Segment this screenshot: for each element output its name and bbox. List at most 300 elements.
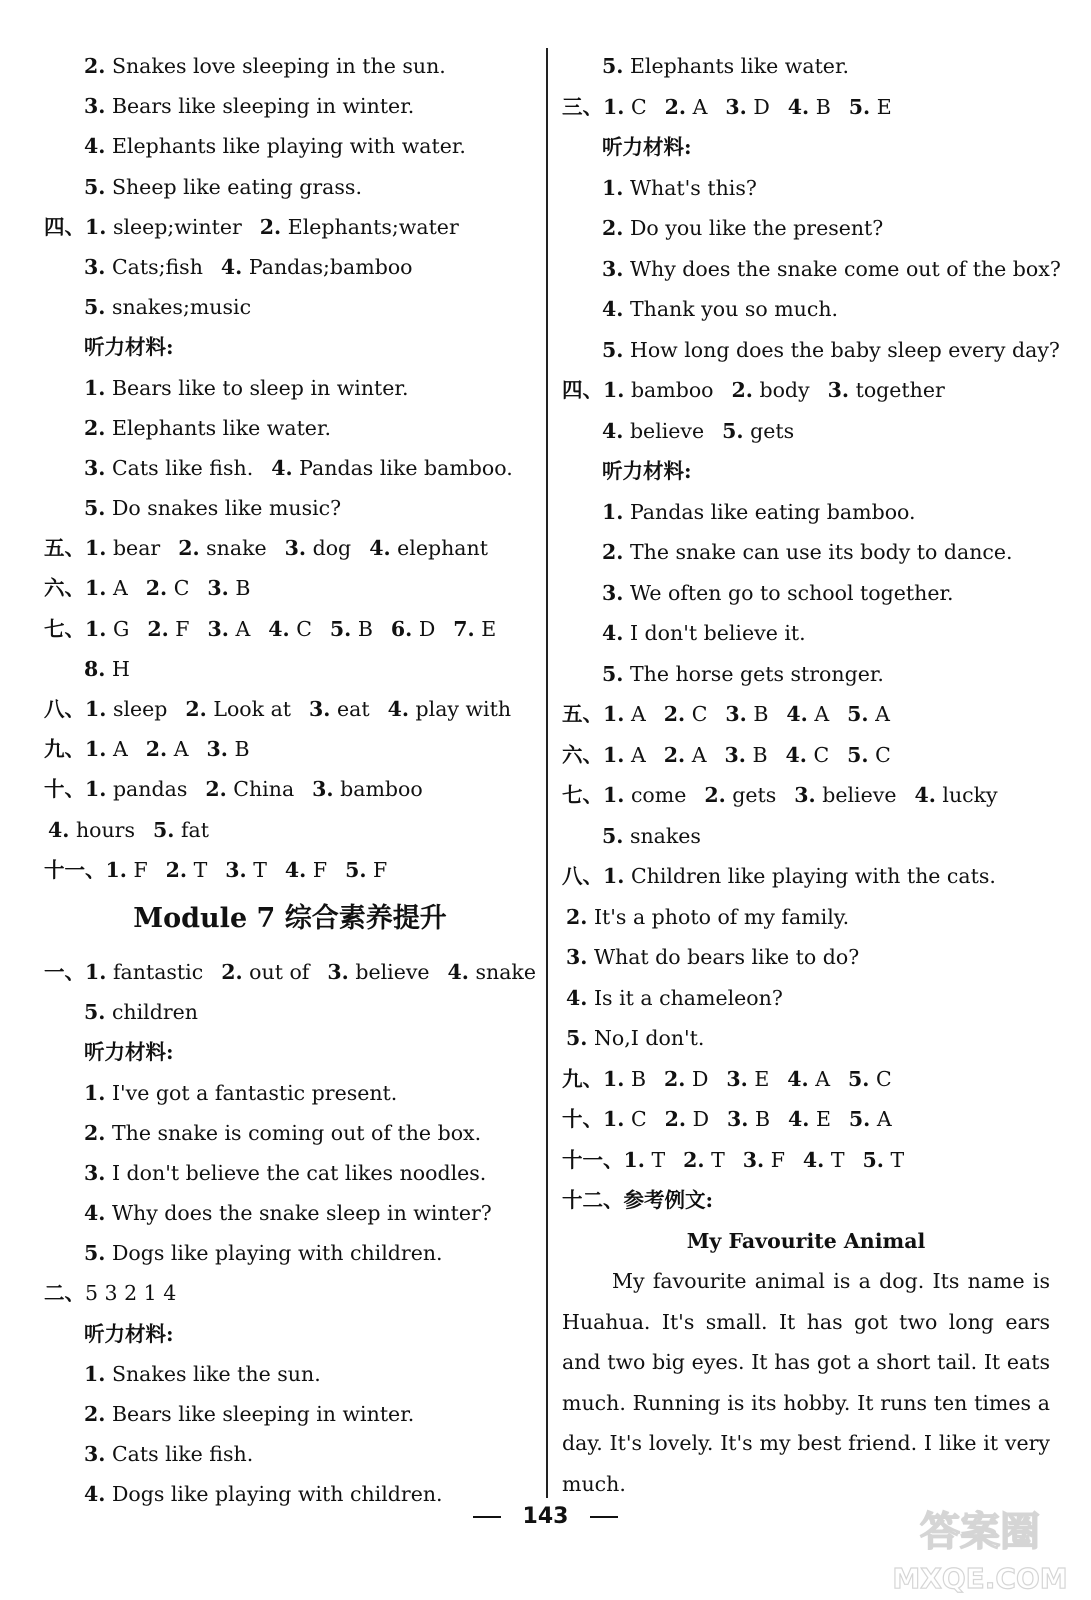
item-text: Snakes like the sun. bbox=[111, 1361, 321, 1386]
answer-item bbox=[178, 536, 266, 560]
item-text: Dogs like playing with children. bbox=[111, 1482, 443, 1507]
answer-item bbox=[327, 960, 429, 984]
item-number: 1. bbox=[85, 959, 107, 984]
item-text: Children like playing with the cats. bbox=[630, 864, 996, 888]
answer-item bbox=[704, 783, 776, 807]
answer-item bbox=[84, 1081, 397, 1105]
item-number: 4. bbox=[271, 455, 293, 480]
item-text: dog bbox=[312, 536, 352, 561]
item-number: 1. bbox=[85, 576, 107, 601]
answer-item bbox=[664, 702, 708, 726]
item-text: A bbox=[112, 737, 128, 762]
item-number: 5. bbox=[84, 295, 106, 320]
item-number: 1. bbox=[85, 616, 107, 641]
item-number: 4. bbox=[602, 621, 624, 645]
answer-item bbox=[48, 818, 135, 842]
answer-item bbox=[207, 576, 250, 600]
answer-item bbox=[285, 858, 327, 882]
item-text: Thank you so much. bbox=[629, 297, 839, 321]
item-number: 1. bbox=[603, 1066, 625, 1091]
answer-line bbox=[562, 694, 1050, 735]
item-text: sleep bbox=[112, 697, 168, 721]
item-number: 5. bbox=[84, 174, 106, 199]
item-text: How long does the baby sleep every day? bbox=[629, 337, 1060, 362]
answer-line bbox=[562, 451, 1050, 492]
answer-item bbox=[85, 617, 129, 641]
answer-item bbox=[85, 737, 128, 761]
item-text: A bbox=[630, 742, 646, 767]
item-text: T bbox=[890, 1147, 905, 1172]
item-number: 3. bbox=[284, 536, 307, 561]
answer-item bbox=[147, 617, 189, 641]
answer-item bbox=[566, 945, 859, 969]
section-number: 四、 bbox=[562, 378, 603, 402]
section-number: 八、 bbox=[562, 864, 603, 888]
answer-line bbox=[44, 368, 536, 408]
item-text: F bbox=[312, 857, 328, 882]
item-text: eat bbox=[336, 697, 370, 721]
item-text: No,I don't. bbox=[593, 1026, 705, 1050]
item-number: 1. bbox=[84, 375, 106, 400]
section-number: 十、 bbox=[44, 777, 85, 802]
item-number: 4. bbox=[84, 134, 106, 159]
answer-item bbox=[848, 1067, 892, 1091]
answer-line bbox=[562, 1140, 1050, 1181]
item-text: The snake is coming out of the box. bbox=[111, 1120, 482, 1145]
answer-item bbox=[787, 1067, 830, 1091]
answer-line bbox=[562, 127, 1050, 168]
item-text: B bbox=[235, 576, 251, 601]
item-text: B bbox=[753, 702, 769, 726]
answer-item bbox=[84, 1442, 253, 1466]
item-text: D bbox=[692, 1107, 709, 1131]
answer-line bbox=[562, 654, 1050, 695]
answer-item bbox=[664, 1067, 708, 1091]
essay-body: My favourite animal is a dog. Its name is Huahua. It's small. It has got two long ears and two big eyes. It has got a short tail. It eats much. Running is its hobby. It runs ten times a day. It's lovely. It's my best friend. I like it very much. bbox=[562, 1269, 1050, 1496]
item-text: B bbox=[754, 1107, 771, 1131]
section-number: 一、 bbox=[44, 959, 85, 984]
answer-item bbox=[84, 54, 446, 78]
answer-line bbox=[562, 937, 1050, 978]
item-number: 1. bbox=[603, 378, 625, 402]
item-number: 5. bbox=[84, 1000, 106, 1025]
answer-item bbox=[603, 1107, 647, 1131]
answer-item bbox=[84, 1241, 443, 1265]
answer-line bbox=[44, 769, 536, 809]
item-number: 1. bbox=[603, 702, 625, 726]
item-number: 4. bbox=[84, 1482, 106, 1507]
item-text: play with bbox=[415, 697, 512, 721]
item-number: 2. bbox=[84, 415, 106, 440]
item-text: bear bbox=[112, 536, 161, 561]
answer-line bbox=[562, 330, 1060, 371]
item-text: B bbox=[357, 616, 373, 641]
item-text: The snake can use its body to dance. bbox=[629, 540, 1013, 564]
answer-item bbox=[602, 500, 916, 524]
answer-item bbox=[726, 1067, 769, 1091]
answer-item bbox=[345, 858, 387, 882]
answer-item bbox=[84, 657, 130, 681]
item-text: C bbox=[173, 576, 190, 601]
item-number: 1. bbox=[603, 783, 625, 807]
answer-line bbox=[44, 850, 536, 890]
item-number: 4. bbox=[387, 697, 409, 721]
item-text: snakes;music bbox=[111, 295, 252, 320]
answer-item bbox=[84, 94, 414, 118]
item-text: Bears like to sleep in winter. bbox=[111, 375, 409, 400]
item-text: H bbox=[111, 656, 130, 681]
item-text: T bbox=[651, 1147, 666, 1172]
answer-item bbox=[602, 176, 757, 200]
item-number: 3. bbox=[225, 857, 247, 882]
item-number: 2. bbox=[566, 904, 588, 929]
answer-item bbox=[84, 295, 251, 319]
answer-line bbox=[44, 810, 536, 850]
item-text: snakes bbox=[629, 823, 701, 848]
answer-line bbox=[562, 532, 1050, 573]
answer-item bbox=[84, 1000, 198, 1024]
item-text: bamboo bbox=[630, 378, 714, 402]
answer-item bbox=[788, 95, 831, 119]
item-text: fat bbox=[180, 817, 210, 842]
item-text: A bbox=[815, 1066, 831, 1091]
item-number: 5. bbox=[862, 1147, 884, 1172]
answer-line bbox=[44, 992, 536, 1032]
section-heading: 听力材料: bbox=[84, 335, 174, 360]
answer-item bbox=[665, 95, 708, 119]
answer-item bbox=[453, 617, 496, 641]
answer-item bbox=[794, 783, 896, 807]
section-heading: 听力材料: bbox=[602, 459, 692, 483]
item-text: Why does the snake sleep in winter? bbox=[111, 1201, 492, 1226]
section-number: 九、 bbox=[562, 1066, 603, 1091]
item-number: 2. bbox=[145, 576, 168, 601]
answer-item bbox=[85, 1281, 176, 1305]
answer-item bbox=[602, 54, 849, 78]
answer-item bbox=[847, 702, 890, 726]
item-text: elephant bbox=[397, 536, 488, 561]
item-number: 1. bbox=[85, 697, 107, 721]
answer-item bbox=[208, 617, 251, 641]
item-text: pandas bbox=[112, 777, 188, 802]
item-text: C bbox=[875, 1066, 892, 1091]
answer-item bbox=[602, 824, 701, 848]
item-text: I don't believe it. bbox=[629, 621, 806, 645]
answer-item bbox=[84, 416, 331, 440]
item-text: snake bbox=[206, 536, 267, 561]
item-number: 2. bbox=[185, 697, 207, 721]
answer-item bbox=[602, 540, 1013, 564]
answer-item bbox=[448, 960, 536, 984]
item-text: A bbox=[876, 1107, 892, 1131]
item-text: C bbox=[875, 742, 891, 767]
item-text: T bbox=[830, 1147, 845, 1172]
answer-line bbox=[44, 126, 536, 166]
item-number: 4. bbox=[787, 1066, 809, 1091]
item-number: 4. bbox=[914, 783, 936, 807]
answer-line bbox=[562, 46, 1050, 87]
item-text: It's a photo of my family. bbox=[593, 904, 850, 929]
answer-item bbox=[84, 255, 203, 279]
answer-item bbox=[683, 1148, 725, 1172]
answer-item bbox=[84, 1201, 492, 1225]
item-number: 3. bbox=[84, 1160, 106, 1185]
item-text: A bbox=[814, 702, 830, 726]
answer-item bbox=[803, 1148, 845, 1172]
section-heading: 听力材料: bbox=[602, 135, 692, 159]
item-number: 5. bbox=[84, 1241, 106, 1266]
item-text: body bbox=[759, 378, 810, 402]
answer-item bbox=[205, 777, 294, 801]
item-text: F bbox=[133, 857, 148, 882]
item-text: Do snakes like music? bbox=[111, 496, 342, 521]
item-text: Do you like the present? bbox=[629, 216, 884, 240]
answer-line bbox=[44, 1434, 536, 1474]
page-number-dash-right bbox=[590, 1516, 618, 1518]
answer-item bbox=[221, 255, 413, 279]
item-text: What's this? bbox=[629, 175, 757, 200]
item-text: The horse gets stronger. bbox=[629, 661, 884, 686]
item-number: 3. bbox=[727, 1107, 749, 1131]
watermark-logo bbox=[880, 1500, 1080, 1600]
answer-item bbox=[603, 864, 996, 888]
section-number: 十一、 bbox=[562, 1147, 624, 1172]
item-number: 1. bbox=[602, 499, 624, 524]
answer-line bbox=[44, 729, 536, 769]
item-text: believe bbox=[822, 783, 897, 807]
item-text: out of bbox=[249, 959, 310, 984]
item-number: 3. bbox=[327, 959, 349, 984]
item-text: China bbox=[233, 777, 295, 802]
item-text: F bbox=[373, 857, 388, 882]
answer-item bbox=[602, 581, 954, 605]
item-number: 4. bbox=[220, 254, 243, 279]
item-number: 5. bbox=[345, 857, 367, 882]
item-text: I've got a fantastic present. bbox=[111, 1080, 398, 1105]
item-number: 3. bbox=[309, 697, 331, 721]
answer-item bbox=[84, 1362, 321, 1386]
item-number: 5. bbox=[722, 418, 744, 443]
answer-line bbox=[562, 1059, 1050, 1100]
answer-line bbox=[562, 208, 1050, 249]
item-text: children bbox=[111, 1000, 198, 1025]
answer-item bbox=[665, 1107, 709, 1131]
answer-item bbox=[369, 536, 488, 560]
answer-item bbox=[84, 456, 253, 480]
answer-line bbox=[562, 856, 1050, 897]
item-number: 4. bbox=[447, 959, 469, 984]
answer-item bbox=[603, 743, 646, 767]
item-text: gets bbox=[732, 783, 777, 807]
answer-item bbox=[391, 617, 435, 641]
answer-item bbox=[185, 697, 291, 721]
item-text: C bbox=[813, 742, 830, 767]
watermark-text: MXQE.COM bbox=[892, 1562, 1068, 1595]
item-text: A bbox=[875, 702, 890, 726]
answer-line bbox=[44, 408, 536, 448]
item-number: 4. bbox=[602, 418, 624, 443]
item-number: 3. bbox=[725, 94, 747, 119]
section-number: 九、 bbox=[44, 737, 85, 762]
answer-item bbox=[914, 783, 997, 807]
item-text: lucky bbox=[942, 783, 998, 807]
item-number: 3. bbox=[312, 777, 334, 802]
answer-line bbox=[562, 775, 1050, 816]
answer-item bbox=[743, 1148, 785, 1172]
section-number: 三、 bbox=[562, 94, 603, 119]
item-text: Elephants like water. bbox=[629, 54, 850, 78]
item-text: B bbox=[234, 737, 250, 762]
item-number: 4. bbox=[268, 616, 290, 641]
answer-item bbox=[602, 257, 1061, 281]
item-text: A bbox=[691, 742, 707, 767]
answer-item bbox=[602, 297, 838, 321]
answer-item bbox=[828, 378, 945, 402]
answer-item bbox=[849, 1107, 892, 1131]
answer-line bbox=[44, 1113, 536, 1153]
item-text: sleep;winter bbox=[112, 214, 242, 239]
answer-item bbox=[849, 95, 892, 119]
item-number: 1. bbox=[603, 1107, 625, 1131]
page-number-text: 143 bbox=[522, 1504, 569, 1529]
answer-line bbox=[562, 87, 1050, 128]
item-number: 3. bbox=[742, 1147, 765, 1172]
item-number: 2. bbox=[704, 783, 726, 807]
item-number: 2. bbox=[84, 1120, 106, 1145]
answer-item bbox=[602, 216, 883, 240]
item-text: Pandas like bamboo. bbox=[299, 455, 513, 480]
answer-item bbox=[863, 1148, 905, 1172]
item-number: 2. bbox=[663, 702, 686, 726]
answer-item bbox=[85, 697, 167, 721]
answer-item bbox=[566, 986, 783, 1010]
item-number: 1. bbox=[84, 1361, 106, 1386]
item-number: 2. bbox=[602, 540, 624, 564]
item-text: snake bbox=[475, 959, 536, 984]
item-number: 4. bbox=[785, 742, 807, 767]
item-number: 3. bbox=[84, 1442, 106, 1467]
item-number: 2. bbox=[165, 857, 188, 882]
item-text: Sheep like eating grass. bbox=[111, 174, 362, 199]
item-text: A bbox=[112, 576, 128, 601]
section-heading: 听力材料: bbox=[84, 1321, 174, 1346]
item-number: 5. bbox=[566, 1026, 588, 1050]
answer-line bbox=[562, 411, 1050, 452]
item-number: 4. bbox=[566, 985, 588, 1010]
item-number: 5. bbox=[329, 616, 352, 641]
item-text: B bbox=[815, 94, 831, 119]
item-text: together bbox=[855, 378, 945, 402]
answer-item bbox=[84, 175, 362, 199]
item-text: T bbox=[193, 857, 208, 882]
item-text: E bbox=[481, 616, 497, 641]
module-title: Module 7 综合素养提升 bbox=[133, 902, 447, 934]
answer-line bbox=[44, 46, 536, 86]
essay-title: My Favourite Animal bbox=[686, 1228, 926, 1253]
answer-item bbox=[330, 617, 373, 641]
answer-line bbox=[44, 167, 536, 207]
item-number: 2. bbox=[259, 214, 282, 239]
item-text: B bbox=[752, 742, 768, 767]
answer-line bbox=[44, 1193, 536, 1233]
item-text: Pandas like eating bamboo. bbox=[629, 499, 916, 524]
item-text: Cats like fish. bbox=[111, 455, 254, 480]
item-text: D bbox=[691, 1066, 709, 1091]
item-number: 3. bbox=[827, 378, 850, 402]
answer-item bbox=[225, 858, 267, 882]
answer-item bbox=[84, 376, 408, 400]
answer-item bbox=[85, 215, 242, 239]
item-number: 3. bbox=[84, 94, 106, 119]
answer-item bbox=[207, 737, 250, 761]
section-heading: 十二、参考例文: bbox=[562, 1188, 714, 1212]
answer-line bbox=[562, 168, 1050, 209]
item-number: 2. bbox=[664, 1107, 687, 1131]
item-number: 2. bbox=[683, 1147, 705, 1172]
section-number: 七、 bbox=[562, 783, 603, 807]
item-number: 1. bbox=[602, 175, 624, 200]
item-number: 2. bbox=[84, 54, 106, 78]
item-number: 4. bbox=[802, 1147, 825, 1172]
item-number: 2. bbox=[221, 959, 243, 984]
answer-item bbox=[602, 338, 1060, 362]
item-text: D bbox=[418, 616, 436, 641]
item-number: 3. bbox=[207, 616, 229, 641]
item-number: 1. bbox=[85, 777, 107, 802]
answer-item bbox=[727, 1107, 770, 1131]
answer-line bbox=[44, 1394, 536, 1434]
item-text: hours bbox=[75, 817, 136, 842]
item-text: T bbox=[253, 857, 267, 882]
section-number: 十一、 bbox=[44, 857, 106, 882]
item-text: fantastic bbox=[112, 959, 204, 984]
item-number: 3. bbox=[726, 1066, 748, 1091]
section-number: 五、 bbox=[44, 536, 85, 561]
item-text: Elephants;water bbox=[287, 214, 459, 239]
answer-line bbox=[44, 287, 536, 327]
answer-item bbox=[388, 697, 511, 721]
item-number: 3. bbox=[602, 256, 624, 281]
item-number: 1. bbox=[105, 857, 127, 882]
item-number: 5. bbox=[848, 94, 871, 119]
item-number: 4. bbox=[786, 702, 808, 726]
answer-item bbox=[788, 1107, 831, 1131]
item-number: 3. bbox=[84, 455, 106, 480]
item-number: 3. bbox=[602, 580, 624, 605]
answer-line bbox=[562, 249, 1061, 290]
answer-line bbox=[44, 1153, 536, 1193]
section-number: 二、 bbox=[44, 1281, 85, 1306]
answer-item bbox=[146, 737, 189, 761]
answer-item bbox=[260, 215, 459, 239]
item-number: 2. bbox=[664, 1066, 686, 1091]
item-text: A bbox=[692, 94, 708, 119]
item-text: Snakes love sleeping in the sun. bbox=[111, 54, 446, 78]
item-number: 3. bbox=[725, 702, 747, 726]
item-number: 4. bbox=[369, 536, 391, 561]
answer-item bbox=[566, 1026, 704, 1050]
answer-line bbox=[44, 448, 536, 488]
column-divider bbox=[546, 48, 548, 1498]
item-number: 1. bbox=[85, 536, 107, 561]
item-number: 3. bbox=[794, 783, 816, 807]
answer-item bbox=[847, 743, 891, 767]
answer-item bbox=[603, 783, 686, 807]
item-text: T bbox=[711, 1147, 725, 1172]
section-number: 五、 bbox=[562, 702, 603, 726]
answer-line bbox=[562, 1018, 1050, 1059]
answer-line bbox=[562, 978, 1050, 1019]
